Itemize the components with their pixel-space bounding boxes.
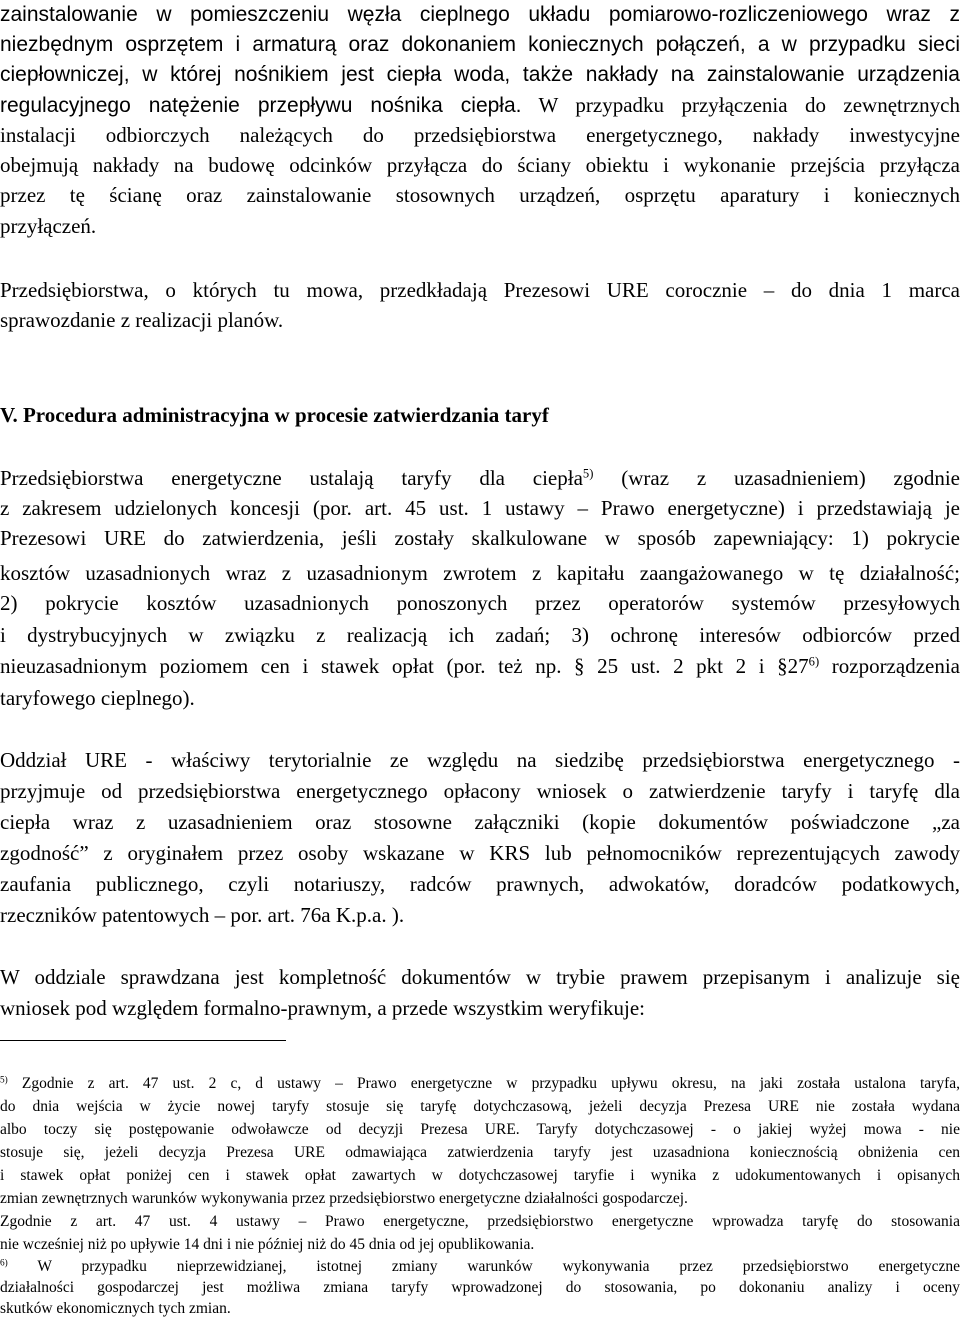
text-line: zainstalowanie w pomieszczeniu węzła cieplnego układu pomiarowo-rozliczeniowego wraz z (0, 3, 960, 26)
text-line: z zakresem udzielonych koncesji (por. art. 45 ust. 1 ustawy – Prawo energetyczne) i przedstawiają je (0, 496, 960, 520)
footnote-line: skutków ekonomicznych tych zmian. (0, 1300, 231, 1317)
footnote-line: zmian zewnętrznych warunków wykonywania przez przedsiębiorstwo energetyczne działalności gospodarczej. (0, 1190, 688, 1207)
footnote-line: działalności gospodarczej jest możliwa zmiana taryfy wprowadzonej do stosowania, po dokonaniu analizy i oceny (0, 1279, 960, 1296)
footnote-separator (0, 1040, 286, 1041)
footnote-line: stosuje się, jeżeli decyzja Prezesa URE odmawiająca zatwierdzenia taryfy jest uzasadniona koniecznością obniżenia cen (0, 1144, 960, 1161)
text-line: przyjmuje od przedsiębiorstwa energetycznego opłacony wniosek o zatwierdzenie taryfy i taryfę dla (0, 779, 960, 803)
footnote-line: albo toczy się postępowanie odwoławcze od decyzji Prezesa URE. Taryfy dotychczasowej - o jakiej wyżej mowa - nie (0, 1121, 960, 1138)
text-line: 2) pokrycie kosztów uzasadnionych ponoszonych przez operatorów systemów przesyłowych (0, 591, 960, 615)
text-line: przez tę ścianę oraz zainstalowanie stosownych urządzeń, osprzętu aparatury i koniecznych (0, 183, 960, 207)
text-fragment: regulacyjnego natężenie przepływu nośnika ciepła. (0, 94, 522, 117)
footnote-ref: 5) (582, 466, 594, 481)
text-fragment: (wraz z uzasadnieniem) zgodnie (593, 466, 960, 490)
text-line: instalacji odbiorczych należących do przedsiębiorstwa energetycznego, nakłady inwestycyjne (0, 123, 960, 147)
text-line: i dystrybucyjnych w związku z realizacją ich zadań; 3) ochronę interesów odbiorców przed (0, 623, 960, 647)
footnote-line: Zgodnie z art. 47 ust. 4 ustawy – Prawo energetyczne, przedsiębiorstwo energetyczne wprowadza taryfę do stosowania (0, 1213, 960, 1230)
text-line: Prezesowi URE do zatwierdzenia, jeśli zostały skalkulowane w sposób zapewniający: 1) pokrycie (0, 526, 960, 550)
text-line: Oddział URE - właściwy terytorialnie ze względu na siedzibę przedsiębiorstwa energetycznego - (0, 748, 960, 772)
text-line: zgodność” z oryginałem przez osoby wskazane w KRS lub pełnomocników reprezentujących zawody (0, 841, 960, 865)
text-line (0, 463, 960, 493)
text-fragment: nieuzasadnionym poziomem cen i stawek opłat (por. też np. § 25 ust. 2 pkt 2 i §27 (0, 654, 809, 678)
footnote-line: i stawek opłat poniżej cen i stawek opłat zawartych w dotychczasowej taryfie i wynika z udokumentowanych i opisanych (0, 1167, 960, 1184)
section-heading: V. Procedura administracyjna w procesie zatwierdzania taryf (0, 403, 549, 427)
text-line: kosztów uzasadnionych wraz z uzasadnionym zwrotem z kapitału zaangażowanego w tę działalność; (0, 561, 960, 585)
text-fragment: W przypadku nieprzewidzianej, istotnej zmiany warunków wykonywania przez przedsiębiorstwo energetyczne (7, 1258, 960, 1275)
footnote-line: do dnia wejścia w życie nowej taryfy stosuje się taryfę dotychczasową, jeżeli decyzja Prezesa URE nie została wydana (0, 1098, 960, 1115)
footnote-marker: 6) (0, 1258, 8, 1269)
text-line: obejmują nakłady na budowę odcinków przyłącza do ściany obiektu i wykonanie przejścia przyłącza (0, 153, 960, 177)
text-fragment: Przedsiębiorstwa energetyczne ustalają taryfy dla ciepła (0, 466, 583, 490)
text-fragment: rozporządzenia (819, 654, 960, 678)
footnote-line (0, 1256, 960, 1278)
text-line: sprawozdanie z realizacji planów. (0, 308, 284, 332)
text-line: wniosek pod względem formalno-prawnym, a przede wszystkim weryfikuje: (0, 996, 645, 1020)
text-line: zaufania publicznego, czyli notariuszy, radców prawnych, adwokatów, doradców podatkowych, (0, 872, 960, 896)
text-line: ciepła wraz z uzasadnieniem oraz stosowne załączniki (kopie dokumentów poświadczone „za (0, 810, 960, 834)
footnote-ref: 6) (808, 654, 820, 669)
text-fragment: Zgodnie z art. 47 ust. 2 c, d ustawy – Prawo energetyczne w przypadku upływu okresu, na jaki została ustalona taryfa, (7, 1075, 960, 1092)
text-line: rzeczników patentowych – por. art. 76a K.p.a. ). (0, 903, 405, 927)
text-line: Przedsiębiorstwa, o których tu mowa, przedkładają Prezesowi URE corocznie – do dnia 1 marca (0, 278, 960, 302)
footnote-marker: 5) (0, 1075, 8, 1086)
footnote-line (0, 1073, 960, 1095)
text-fragment: W przypadku przyłączenia do zewnętrznych (521, 93, 960, 117)
text-line: W oddziale sprawdzana jest kompletność dokumentów w trybie prawem przepisanym i analizuje się (0, 965, 960, 989)
text-line: taryfowego cieplnego). (0, 686, 195, 710)
text-line (0, 651, 960, 681)
text-line: niezbędnym osprzętem i armaturą oraz dokonaniem koniecznych połączeń, a w przypadku sieci (0, 33, 960, 56)
text-line: przyłączeń. (0, 214, 97, 238)
footnote-line: nie wcześniej niż po upływie 14 dni i nie później niż do 45 dnia od jej opublikowania. (0, 1236, 535, 1253)
text-line: ciepłowniczej, w której nośnikiem jest ciepła woda, także nakłady na zainstalowanie urządzenia (0, 63, 960, 86)
text-line (0, 90, 960, 120)
